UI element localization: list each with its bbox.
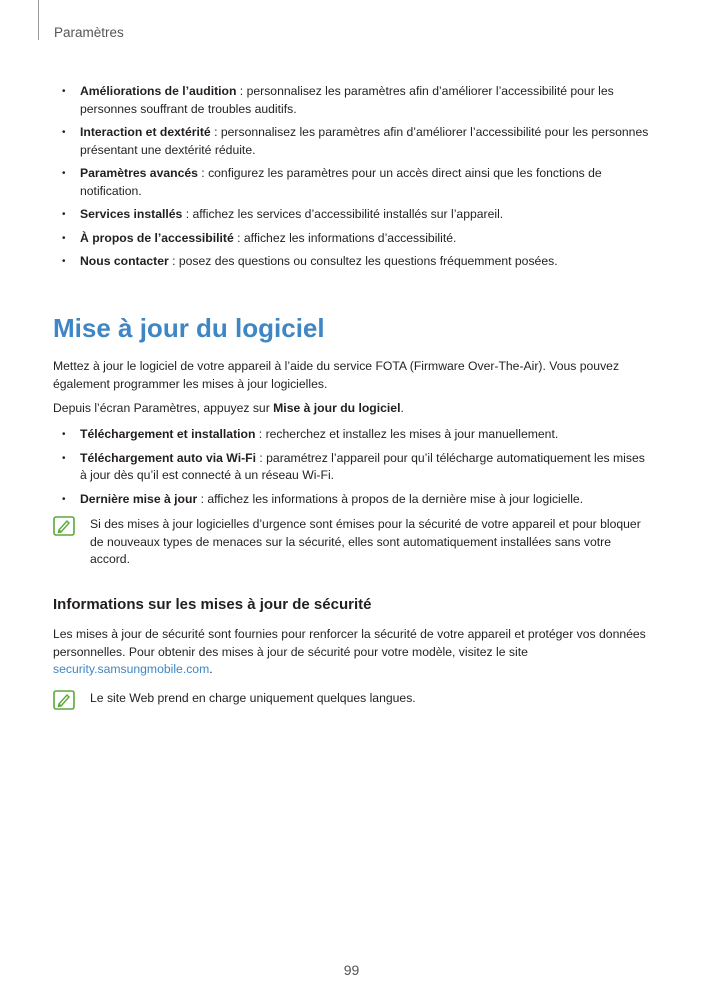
item-term: Téléchargement et installation	[80, 427, 256, 441]
header-title: Paramètres	[54, 25, 124, 40]
list-item	[0, 206, 703, 224]
list-item	[0, 426, 703, 444]
item-desc: : affichez les services d’accessibilité installés sur l’appareil.	[182, 207, 504, 221]
bullet-icon: •	[62, 256, 66, 267]
note-text: Si des mises à jour logicielles d’urgence sont émises pour la sécurité de votre appareil et pour bloquer de nouveaux types de menaces sur la sécurité, elles sont automatiquement installées sans votre accord.	[90, 517, 641, 566]
item-desc: : configurez les paramètres pour un accès direct ainsi que les fonctions de notification.	[80, 166, 602, 198]
item-desc: : paramétrez l’appareil pour qu’il télécharge automatiquement les mises à jour dès qu’il est connecté à un réseau Wi-Fi.	[80, 450, 645, 482]
header-rule	[38, 0, 39, 40]
bullet-icon: •	[62, 493, 66, 505]
accessibility-list	[0, 83, 703, 277]
list-item	[0, 83, 703, 118]
bullet-icon: •	[62, 86, 66, 97]
subsection-end: .	[209, 662, 213, 676]
path-term: Mise à jour du logiciel	[273, 401, 401, 415]
item-term: Améliorations de l’audition	[80, 84, 237, 98]
item-desc: : personnalisez les paramètres afin d’améliorer l’accessibilité pour les personnes souffrant de troubles auditifs.	[80, 84, 614, 116]
item-term: Paramètres avancés	[80, 166, 198, 180]
list-item	[0, 124, 703, 159]
item-desc: : affichez les informations à propos de la dernière mise à jour logicielle.	[197, 491, 584, 506]
section-intro: Mettez à jour le logiciel de votre appareil à l’aide du service FOTA (Firmware Over-The-Air). Vous pouvez également programmer les mises à jour logicielles.	[53, 359, 620, 391]
subsection-text	[53, 626, 653, 679]
section-path	[53, 400, 653, 418]
list-item	[0, 491, 703, 509]
page-number: 99	[343, 962, 360, 978]
item-desc: : posez des questions ou consultez les questions fréquemment posées.	[168, 254, 558, 268]
section-title: Mise à jour du logiciel	[53, 313, 325, 343]
item-desc: : recherchez et installez les mises à jour manuellement.	[255, 427, 559, 441]
list-item	[0, 253, 703, 271]
bullet-icon: •	[62, 452, 66, 464]
item-term: Services installés	[80, 207, 183, 221]
subsection-title: Informations sur les mises à jour de sécurité	[53, 596, 372, 613]
path-suffix: .	[400, 401, 404, 415]
item-term: Téléchargement auto via Wi-Fi	[80, 450, 256, 465]
list-item	[0, 450, 703, 485]
path-prefix: Depuis l’écran Paramètres, appuyez sur	[53, 401, 274, 415]
security-site-link[interactable]: security.samsungmobile.com	[53, 662, 210, 676]
note-text: Le site Web prend en charge uniquement quelques langues.	[90, 691, 416, 705]
item-term: Interaction et dextérité	[80, 125, 211, 139]
update-options-list	[0, 426, 703, 514]
list-item	[0, 165, 703, 200]
list-item	[0, 230, 703, 248]
bullet-icon: •	[62, 232, 66, 244]
note-pencil-icon	[53, 690, 75, 710]
item-term: Nous contacter	[80, 254, 169, 268]
bullet-icon: •	[62, 209, 66, 220]
item-term: Dernière mise à jour	[80, 491, 198, 506]
bullet-icon: •	[62, 127, 66, 138]
note-pencil-icon	[53, 516, 75, 536]
item-desc: : personnalisez les paramètres afin d’améliorer l’accessibilité pour les personnes présentant une dextérité réduite.	[80, 125, 649, 157]
subsection-body: Les mises à jour de sécurité sont fournies pour renforcer la sécurité de votre appareil et protéger vos données personnelles. Pour obtenir des mises à jour de sécurité pour votre modèle, visitez le site	[53, 627, 646, 659]
bullet-icon: •	[62, 429, 66, 440]
bullet-icon: •	[62, 168, 66, 179]
item-term: À propos de l’accessibilité	[80, 230, 234, 245]
item-desc: : affichez les informations d’accessibilité.	[233, 230, 457, 245]
